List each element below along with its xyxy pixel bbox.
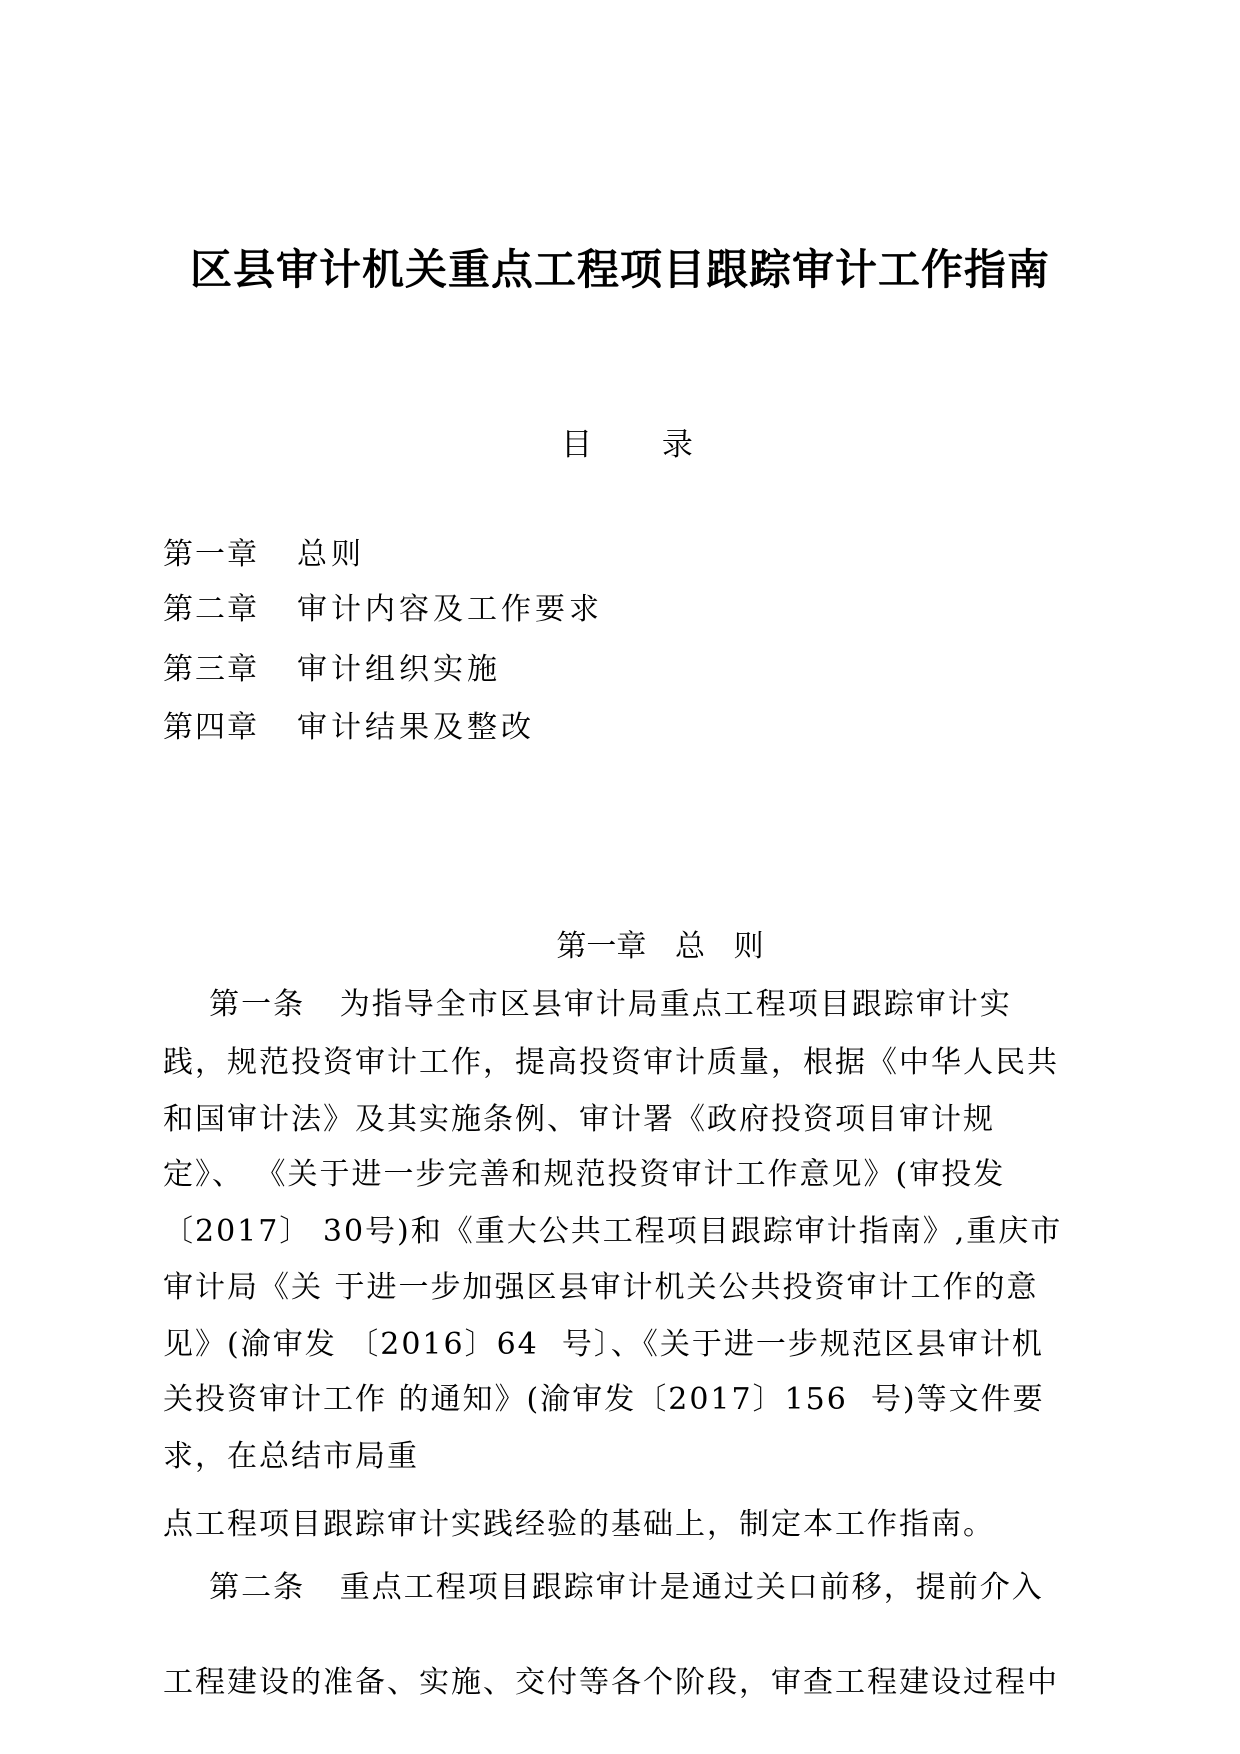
toc-chapter-number: 第二章 (163, 592, 259, 627)
toc-item (163, 650, 501, 690)
body-line: 见》(渝审发 〔2016〕64 号〕、《关于进一步规范区县审计机 (163, 1327, 1044, 1362)
chapter-heading: 第一章 总 则 (556, 929, 764, 964)
body-line: 审计局《关 于进一步加强区县审计机关公共投资审计工作的意 (163, 1270, 1039, 1305)
body-line: 工程建设的准备、实施、交付等各个阶段，审查工程建设过程中 (163, 1665, 1059, 1700)
body-line: 关投资审计工作 的通知》(渝审发〔2017〕156 号)等文件要 (163, 1382, 1045, 1417)
body-line: 践，规范投资审计工作，提高投资审计质量，根据《中华人民共 (163, 1045, 1059, 1080)
toc-chapter-number: 第三章 (163, 652, 259, 687)
body-line: 和国审计法》及其实施条例、审计署《政府投资项目审计规 (163, 1102, 995, 1137)
body-line: 定》、 《关于进一步完善和规范投资审计工作意见》(审投发 (163, 1157, 1006, 1192)
body-line: 求，在总结市局重 (163, 1439, 419, 1474)
body-line: 第二条 重点工程项目跟踪审计是通过关口前移，提前介入 (163, 1570, 1044, 1605)
body-line: 点工程项目跟踪审计实践经验的基础上，制定本工作指南。 (163, 1507, 995, 1542)
toc-chapter-number: 第四章 (163, 710, 259, 745)
body-line: 第一条 为指导全市区县审计局重点工程项目跟踪审计实 (163, 987, 1012, 1022)
toc-chapter-title: 审计结果及整改 (297, 710, 535, 745)
toc-chapter-number: 第一章 (163, 537, 259, 572)
toc-chapter-title: 审计内容及工作要求 (297, 592, 603, 627)
toc-chapter-title: 审计组织实施 (297, 652, 501, 687)
document-title: 区县审计机关重点工程项目跟踪审计工作指南 (189, 245, 1050, 294)
body-line: 〔2017〕 30号)和《重大公共工程项目跟踪审计指南》,重庆市 (163, 1214, 1063, 1249)
toc-item (163, 708, 535, 748)
toc-item (163, 535, 365, 575)
toc-heading: 目 录 (561, 427, 723, 463)
toc-item (163, 590, 603, 630)
toc-chapter-title: 总则 (297, 537, 365, 572)
